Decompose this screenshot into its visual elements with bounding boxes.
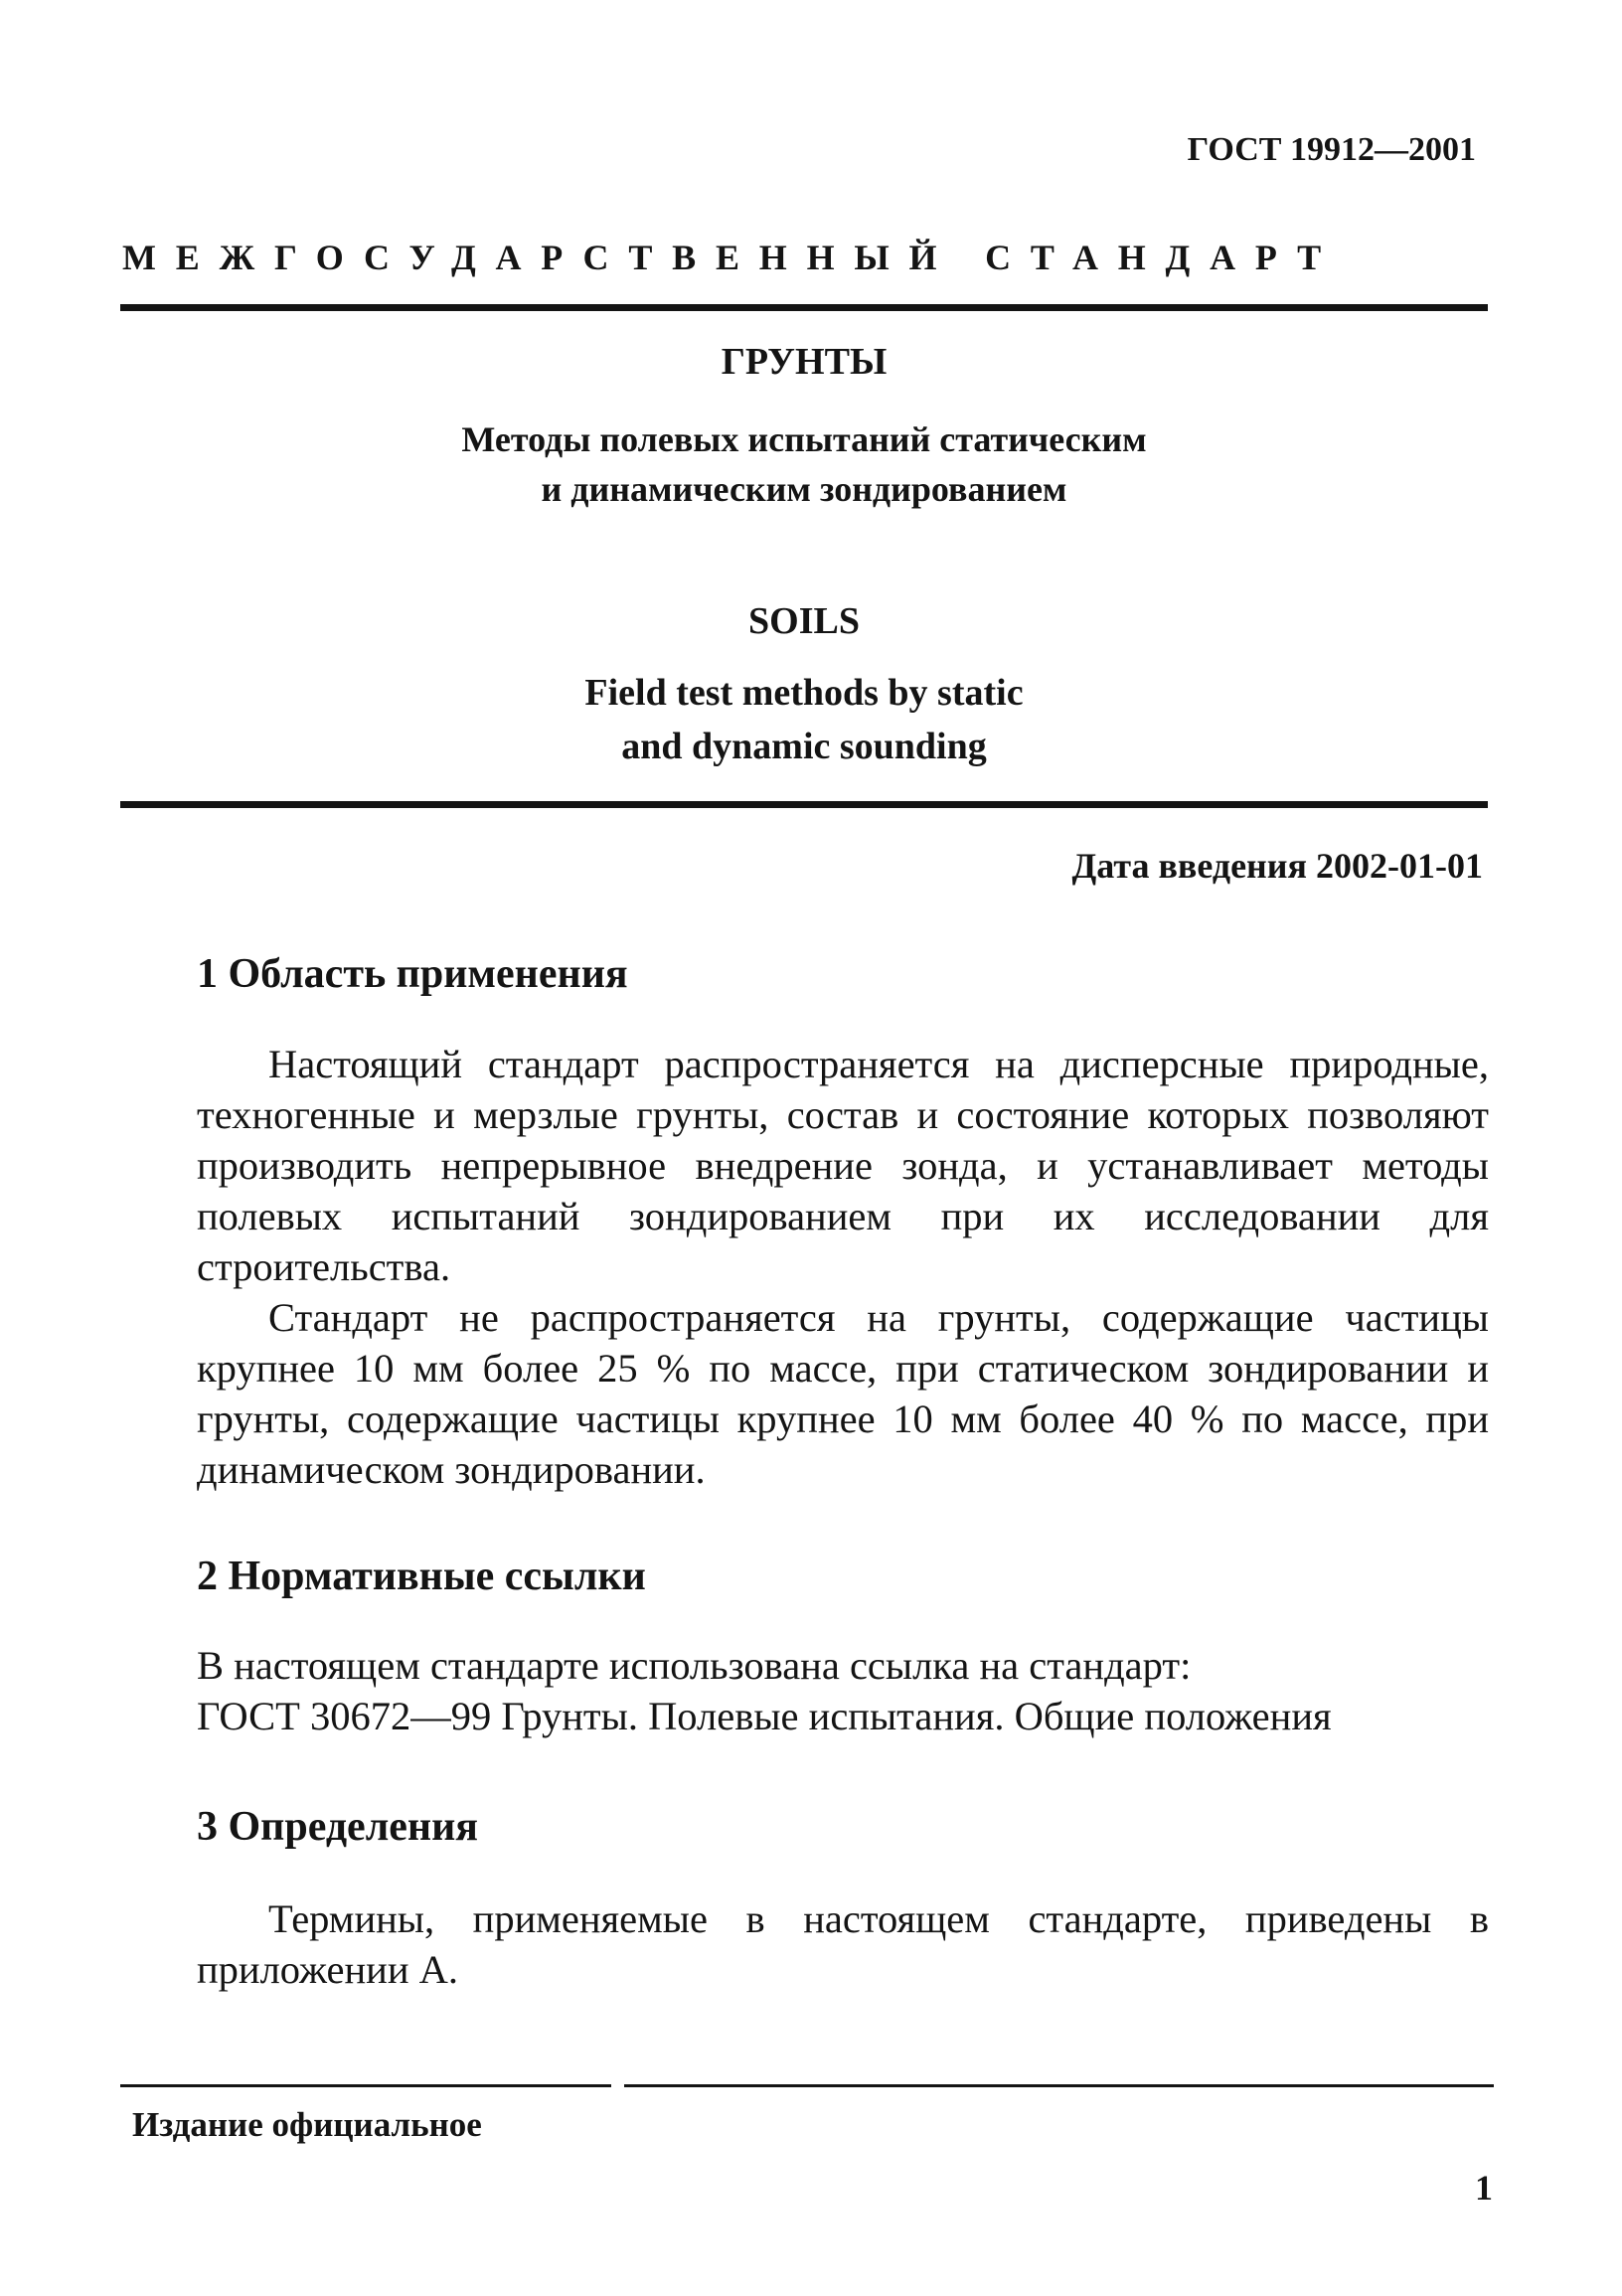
section-2-heading: 2 Нормативные ссылки — [197, 1554, 646, 1599]
footer-divider-left — [120, 2084, 611, 2087]
section-3-paragraph — [197, 1893, 1489, 1995]
middle-divider — [120, 801, 1488, 808]
section-1-paragraph-1 — [197, 1039, 1489, 1292]
page-number: 1 — [1475, 2168, 1493, 2208]
subtitle-russian-line-2: и динамическим зондированием — [541, 469, 1067, 509]
paragraph-text: Термины, применяемые в настоящем стандарте, приведены в приложении А. — [197, 1896, 1489, 1992]
document-code: ГОСТ 19912—2001 — [1187, 131, 1476, 168]
section-1-heading: 1 Область применения — [197, 951, 628, 997]
standard-type-heading: МЕЖГОСУДАРСТВЕННЫЙ СТАНДАРТ — [122, 238, 1341, 277]
footer-divider-right — [624, 2084, 1494, 2087]
title-russian: ГРУНТЫ — [721, 341, 888, 383]
paragraph-text: Стандарт не распространяется на грунты, содержащие частицы крупнее 10 мм более 25 % по массе, при статическом зондировании и грунты, содержащие частицы крупнее 10 мм более 40 % по массе, при динамическом зондировании. — [197, 1295, 1489, 1492]
subtitle-russian-line-1: Методы полевых испытаний статическим — [461, 419, 1147, 459]
introduction-date: Дата введения 2002-01-01 — [1071, 846, 1483, 886]
subtitle-english-line-1: Field test methods by static — [584, 672, 1024, 714]
top-divider — [120, 304, 1488, 311]
section-2-body — [197, 1640, 1489, 1741]
subtitle-english — [120, 666, 1488, 773]
official-edition-note: Издание официальное — [132, 2105, 482, 2144]
paragraph-text: Настоящий стандарт распространяется на дисперсные природные, техногенные и мерзлые грунты, состав и состояние которых позволяют производить непрерывное внедрение зонда, и устанавливает методы полевых испытаний зондированием при их исследовании для строительства. — [197, 1042, 1489, 1289]
subtitle-english-line-2: and dynamic sounding — [621, 726, 987, 767]
section-2-reference: ГОСТ 30672—99 Грунты. Полевые испытания. Общие положения — [197, 1694, 1332, 1738]
section-1-paragraph-2 — [197, 1292, 1489, 1495]
section-3-heading: 3 Определения — [197, 1804, 479, 1850]
subtitle-russian — [120, 414, 1488, 514]
title-english: SOILS — [748, 600, 860, 642]
section-2-line-1: В настоящем стандарте использована ссылка на стандарт: — [197, 1643, 1192, 1688]
